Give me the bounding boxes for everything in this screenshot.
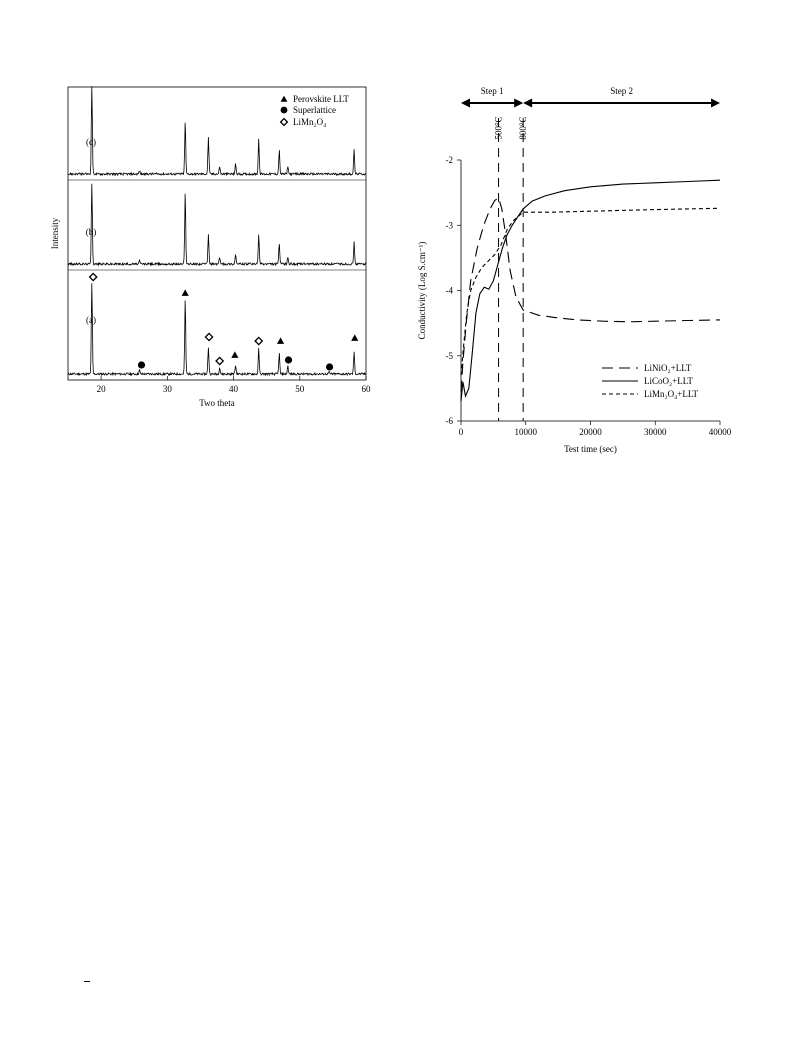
conductivity-chart <box>417 86 732 454</box>
x-tick-label: 20000 <box>579 427 602 437</box>
x-axis-label: Two theta <box>199 398 235 408</box>
triangle-marker <box>182 289 189 295</box>
triangle-marker <box>281 96 288 102</box>
y-tick-label: -4 <box>445 285 453 296</box>
arrow-head-right <box>514 99 523 108</box>
x-tick-label: 30000 <box>644 427 667 437</box>
legend-entry-label: LiMn₂O₄+LLT <box>644 389 699 399</box>
y-axis-label: Intensity <box>50 217 60 250</box>
pattern-label: (b) <box>85 227 97 237</box>
pattern-label: (c) <box>86 137 96 147</box>
diamond-marker <box>281 119 288 126</box>
step-label: Step 1 <box>480 86 504 96</box>
circle-marker <box>326 363 333 370</box>
x-tick-label: 60 <box>361 384 371 394</box>
legend-entry-label: LiNiO₂+LLT <box>644 363 692 373</box>
triangle-marker <box>231 351 238 357</box>
x-tick-label: 0 <box>458 427 464 437</box>
x-tick-label: 20 <box>96 384 106 394</box>
diamond-marker <box>205 333 212 340</box>
triangle-marker <box>351 334 358 340</box>
arrow-head-left <box>523 99 532 108</box>
pattern-label: (a) <box>86 315 96 325</box>
y-tick-label: -5 <box>445 350 453 361</box>
xrd-plot-frame <box>68 87 366 380</box>
diamond-marker <box>90 273 97 280</box>
circle-marker <box>285 356 292 363</box>
arrow-head-right <box>711 99 720 108</box>
x-axis-label: Test time (sec) <box>564 444 617 454</box>
diamond-marker <box>216 357 223 364</box>
circle-marker <box>281 107 288 114</box>
temperature-label: 500°C <box>493 116 504 140</box>
xrd-pattern-line <box>68 184 366 265</box>
x-tick-label: 10000 <box>514 427 537 437</box>
triangle-marker <box>277 337 284 343</box>
arrow-head-left <box>461 99 470 108</box>
legend-entry-label: Superlattice <box>293 105 336 115</box>
legend-entry-label: LiMn₂O₄ <box>293 117 327 127</box>
legend-entry-label: LiCoO₂+LLT <box>644 376 693 386</box>
y-axis-label: Conductivity (Log S.cm⁻¹) <box>417 241 427 340</box>
y-tick-label: -2 <box>445 155 453 165</box>
y-tick-label: -3 <box>445 220 453 231</box>
temperature-label: 800°C <box>518 116 529 140</box>
legend-entry-label: Perovskite LLT <box>293 94 349 104</box>
circle-marker <box>138 361 145 368</box>
step-label: Step 2 <box>610 86 633 96</box>
x-tick-label: 40 <box>229 384 239 394</box>
x-tick-label: 50 <box>295 384 305 394</box>
xrd-chart <box>50 86 371 408</box>
series-line <box>461 208 720 375</box>
diamond-marker <box>255 337 262 344</box>
page-dash-mark <box>84 981 90 982</box>
x-tick-label: 30 <box>162 384 172 394</box>
x-tick-label: 40000 <box>708 427 732 437</box>
y-tick-label: -6 <box>445 416 453 426</box>
